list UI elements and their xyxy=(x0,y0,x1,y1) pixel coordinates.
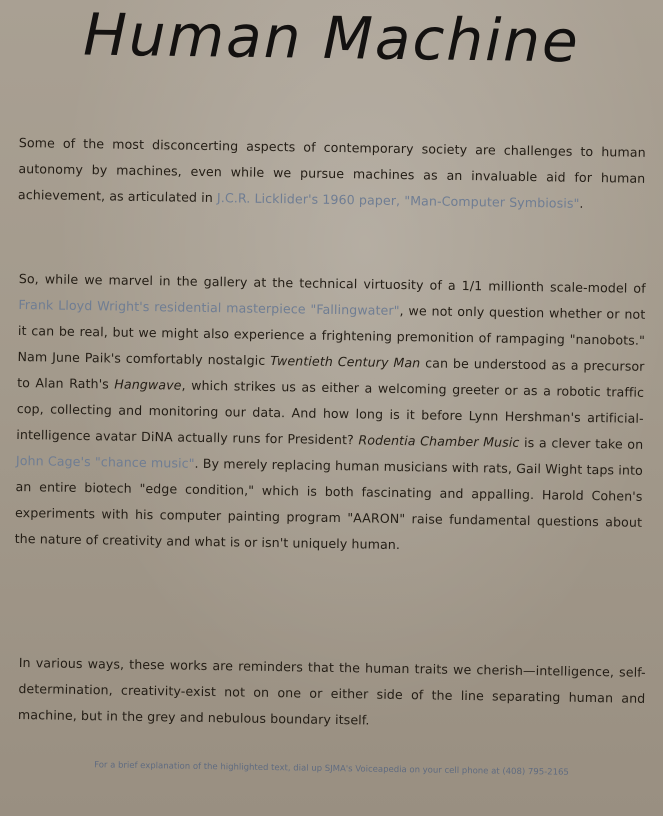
paragraph-conclusion xyxy=(18,650,646,738)
p2-text-6: . By merely replacing human musicians with rats, Gail Wight taps into an entire biotech "edge condition," which is both fascinating and appalling. Harold Cohen's experiments with his computer painting program "AARON" raise fundamental questions about the nature of creativity and what is or isn't uniquely human. xyxy=(14,455,643,553)
p3-text-1: In various ways, these works are reminders that the human traits we cherish—intelligence, self-determination, creativity-exist not on one or either side of the line separating human and machine, but in the grey and nebulous boundary itself. xyxy=(17,654,646,728)
p2-text-5: is a clever take on xyxy=(519,434,644,452)
paragraph-works xyxy=(15,266,646,562)
work-title-twentieth-century-man: Twentieth Century Man xyxy=(270,352,421,371)
p2-text-2: , we not only question whether or not it can be real, but we might also experience a frightening premonition of rampaging "nanobots." Nam June Paik's comfortably nostalgic xyxy=(17,302,646,368)
panel-title: Human Machine xyxy=(82,0,581,76)
p1-text-1: Some of the most disconcerting aspects of contemporary society are challenges to human autonomy by machines, even while we pursue machines as an invaluable aid for human achievement, as articulated in xyxy=(17,134,646,206)
p2-text-1: So, while we marvel in the gallery at the technical virtuosity of a 1/1 millionth scale-model of xyxy=(18,270,646,296)
voiceapedia-note: For a brief explanation of the highlighted text, dial up SJMA's Voiceapedia on your cell phone at (408) 795-2165 xyxy=(94,760,569,778)
p2-text-3: can be understood as a precursor to Alan Rath's xyxy=(17,355,645,392)
highlight-licklider: J.C.R. Licklider's 1960 paper, "Man-Computer Symbiosis" xyxy=(216,190,580,211)
highlight-fallingwater: Frank Lloyd Wright's residential masterpiece "Fallingwater" xyxy=(18,296,400,318)
highlight-john-cage: John Cage's "chance music" xyxy=(15,452,195,471)
work-title-hangwave: Hangwave xyxy=(114,376,182,393)
work-title-rodentia: Rodentia Chamber Music xyxy=(358,432,520,450)
p1-text-2: . xyxy=(579,195,584,211)
p2-text-4: , which strikes us as either a welcoming greeter or as a robotic traffic cop, collecting and monitoring our data. And how long is it before Lynn Hershman's artificial-intelligence avatar DiNA actually runs for President? xyxy=(16,377,645,448)
paragraph-intro xyxy=(18,130,646,218)
